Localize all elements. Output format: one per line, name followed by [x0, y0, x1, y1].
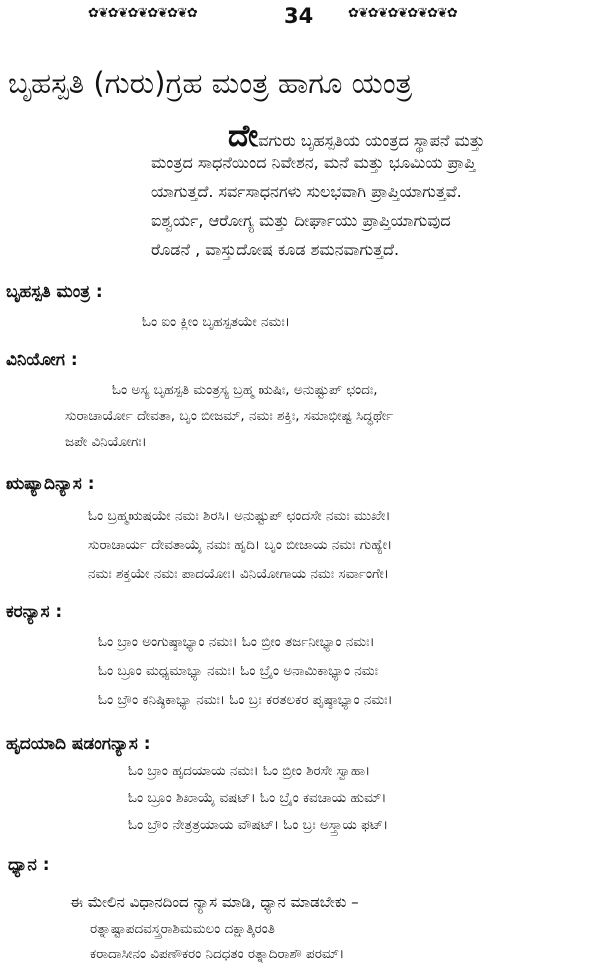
section-heading-viniyoga: ವಿನಿಯೋಗ : [6, 350, 78, 370]
intro-line-1 [228, 118, 485, 155]
section-heading-karanyasa: ಕರನ್ಯಾಸ : [6, 602, 63, 622]
karanyasa-line: ಓಂ ಬ್ರೂಂ ಮಧ್ಯಮಾಭ್ಯಾ ನಮಃ। ಓಂ ಬ್ರೈಂ ಅನಾಮಿಕಾಭ್ಯಾಂ ನಮಃ [98, 663, 378, 679]
viniyoga-line: ಜಪೇ ವಿನಿಯೋಗಃ। [65, 434, 147, 450]
hridayadi-line: ಓಂ ಬ್ರೌಂ ನೇತ್ರತ್ರಯಾಯ ವೌಷಟ್। ಓಂ ಬ್ರಃ ಅಸ್ತ್ರಾಯ ಫಟ್। [128, 817, 389, 833]
dhyana-line: ಕರಾದಾಸೀನಂ ವಿಪಣೌಕರಂ ನಿದಧತಂ ರತ್ನಾದಿರಾಶೌ ಪರಮ್। [90, 946, 345, 962]
intro-line-1-text: ವಗುರು ಬೃಹಸ್ಪತಿಯ ಯಂತ್ರದ ಸ್ಥಾಪನೆ ಮತ್ತು [258, 131, 485, 150]
drop-letter: ದೇ [228, 118, 259, 154]
section-heading-hridayadi: ಹೃದಯಾದಿ ಷಡಂಗನ್ಯಾಸ : [6, 734, 151, 754]
intro-line: ಐಶ್ವರ್ಯ, ಆರೋಗ್ಯ ಮತ್ತು ದೀರ್ಘಾಯು ಪ್ರಾಪ್ತಿಯಾಗುವುದ [151, 211, 451, 230]
karanyasa-line: ಓಂ ಬ್ರಾಂ ಅಂಗುಷ್ಠಾಭ್ಯಾಂ ನಮಃ। ಓಂ ಬ್ರೀಂ ತರ್ಜನೀಭ್ಯಾಂ ನಮಃ। [98, 634, 375, 650]
viniyoga-line: ಓಂ ಅಸ್ಯ ಬೃಹಸ್ಪತಿ ಮಂತ್ರಸ್ಯ ಬ್ರಹ್ಮ ಋಷಿಃ, ಅನುಷ್ಟುಪ್ ಛಂದಃ, [112, 382, 378, 398]
rishyadi-line: ನಮಃ ಶಕ್ತಯೇ ನಮಃ ಪಾದಯೋಃ। ವಿನಿಯೋಗಾಯ ನಮಃ ಸರ್ವಾಂಗೇ। [88, 566, 389, 582]
section-heading-rishyadi-nyasa: ಋಷ್ಯಾದಿನ್ಯಾಸ : [6, 474, 95, 494]
intro-line: ಮಂತ್ರದ ಸಾಧನೆಯಿಂದ ನಿವೇಶನ, ಮನೆ ಮತ್ತು ಭೂಮಿಯ ಪ್ರಾಪ್ತಿ [151, 153, 476, 172]
section-heading-dhyana: ಧ್ಯಾನ : [8, 855, 50, 875]
page-number: 34 [284, 4, 314, 28]
header-ornament-left: ✿❦✿❦✿❦✿❦✿❦✿ [88, 6, 197, 21]
dhyana-line: ಈ ಮೇಲಿನ ವಿಧಾನದಿಂದ ನ್ಯಾಸ ಮಾಡಿ, ಧ್ಯಾನ ಮಾಡಬೇಕು – [70, 893, 359, 911]
viniyoga-line: ಸುರಾಚಾರ್ಯೋ ದೇವತಾ, ಬೃಂ ಬೀಜಮ್, ನಮಃ ಶಕ್ತಿಃ, ಸಮಾಭೀಷ್ಟ ಸಿದ್ಧರ್ಥೇ [65, 408, 394, 424]
intro-line: ರೊಡನೆ , ವಾಸ್ತುದೋಷ ಕೂಡ ಶಮನವಾಗುತ್ತದೆ. [151, 240, 400, 259]
dhyana-line: ರತ್ನಾಷ್ಟಾಪದವಸ್ತ್ರರಾಶಿಮಮಲಂ ದಕ್ಷಾತ್ಕಿರಂತಿ [90, 921, 275, 937]
section-heading-mantra: ಬೃಹಸ್ಪತಿ ಮಂತ್ರ : [6, 282, 103, 302]
karanyasa-line: ಓಂ ಬ್ರೌಂ ಕನಿಷ್ಠಿಕಾಭ್ಯಾ ನಮಃ। ಓಂ ಬ್ರಃ ಕರತಲಕರ ಪೃಷ್ಠಾಭ್ಯಾಂ ನಮಃ। [98, 692, 393, 708]
intro-line: ಯಾಗುತ್ತದೆ. ಸರ್ವಸಾಧನಗಳು ಸುಲಭವಾಗಿ ಪ್ರಾಪ್ತಿಯಾಗುತ್ತವೆ. [151, 182, 462, 201]
page-title: ಬೃಹಸ್ಪತಿ (ಗುರು)ಗ್ರಹ ಮಂತ್ರ ಹಾಗೂ ಯಂತ್ರ [8, 66, 413, 100]
header-ornament-right: ✿❦✿❦✿❦✿❦✿❦✿ [348, 6, 457, 21]
rishyadi-line: ಓಂ ಬ್ರಹ್ಮಋಷಯೇ ನಮಃ ಶಿರಸಿ। ಅನುಷ್ಟುಪ್ ಛಂದಸೇ ನಮಃ ಮುಖೇ। [88, 508, 391, 524]
hridayadi-line: ಓಂ ಬ್ರೂಂ ಶಿಖಾಯೈ ವಷಟ್। ಓಂ ಬ್ರೈಂ ಕವಚಾಯ ಹುಮ್। [128, 790, 387, 806]
hridayadi-line: ಓಂ ಬ್ರಾಂ ಹೃದಯಾಯ ನಮಃ। ಓಂ ಬ್ರೀಂ ಶಿರಸೇ ಸ್ವಾಹಾ। [128, 763, 371, 779]
rishyadi-line: ಸುರಾಚಾರ್ಯ ದೇವತಾಯೈ ನಮಃ ಹೃದಿ। ಬೃಂ ಬೀಜಾಯ ನಮಃ ಗುಹ್ಯೇ। [88, 537, 393, 553]
mantra-line: ಓಂ ಐಂ ಕ್ಲೀಂ ಬೃಹಸ್ಪತಯೇ ನಮಃ। [142, 314, 290, 330]
